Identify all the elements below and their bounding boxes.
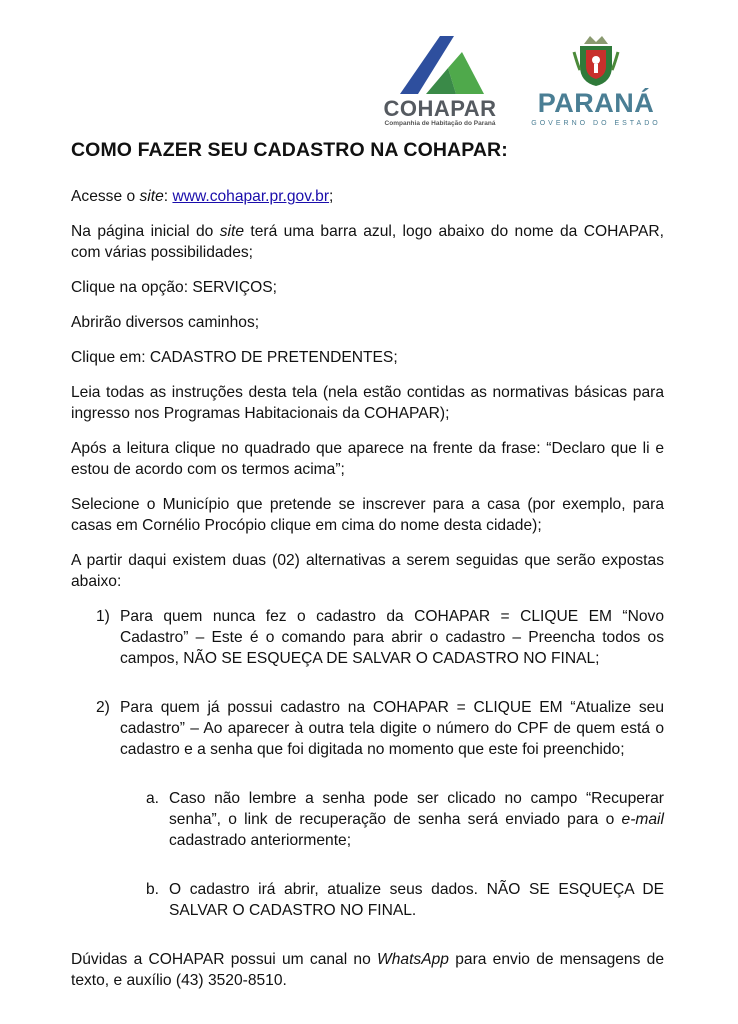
cohapar-logo-subtitle: Companhia de Habitação do Paraná (384, 120, 496, 127)
spacer (71, 935, 664, 949)
sub-list-item (71, 788, 664, 851)
footer-text: Dúvidas a COHAPAR possui um canal no (71, 951, 378, 968)
parana-logo-text: PARANÁ (537, 88, 655, 118)
list-item (71, 606, 664, 669)
step-text: : (163, 188, 173, 205)
step-text: terá uma barra azul, logo abaixo do nome da COHAPAR, com várias possibilidades; (71, 223, 664, 261)
step-municipality: Selecione o Município que pretende se inscrever para a casa (por exemplo, para casas em Cornélio Procópio clique em cima do nome desta cidade); (71, 496, 664, 534)
spacer (71, 865, 664, 879)
spacer (71, 774, 664, 788)
step-blue-bar (71, 221, 664, 263)
step-text: ; (329, 188, 334, 205)
step-checkbox: Após a leitura clique no quadrado que aparece na frente da frase: “Declaro que li e estou de acordo com os termos acima”; (71, 440, 664, 478)
footer-text-italic: WhatsApp (377, 951, 449, 968)
step-alternatives-intro: A partir daqui existem duas (02) alternativas a serem seguidas que serão expostas abaixo: (71, 552, 664, 590)
spacer (71, 683, 664, 697)
step-instructions: Leia todas as instruções desta tela (nela estão contidas as normativas básicas para ingresso nos Programas Habitacionais da COHAPAR); (71, 384, 664, 422)
list-item-text: Para quem nunca fez o cadastro da COHAPAR = CLIQUE EM “Novo Cadastro” – Este é o comando para abrir o cadastro – Preencha todos os campos, NÃO SE ESQUEÇA DE SALVAR O CADASTRO NO FINAL; (120, 608, 664, 667)
document-body (71, 138, 664, 1005)
list-number: 1) (96, 608, 110, 625)
list-item-text: Para quem já possui cadastro na COHAPAR = CLIQUE EM “Atualize seu cadastro” – Ao aparecer à outra tela digite o número do CPF de quem está o cadastro e a senha que foi digitada no momento que este foi preenchido; (120, 699, 664, 758)
cohapar-logo-text: COHAPAR (383, 96, 497, 121)
step-text-italic: site (139, 188, 164, 205)
header-logos (0, 30, 738, 130)
list-number: 2) (96, 699, 110, 716)
cohapar-mark-icon (396, 34, 486, 96)
step-access-site (71, 186, 664, 207)
list-item (71, 697, 664, 760)
parana-logo-subtitle: GOVERNO DO ESTADO (531, 120, 661, 127)
sub-item-text-italic: e-mail (621, 811, 664, 828)
cohapar-site-link[interactable]: www.cohapar.pr.gov.br (172, 188, 330, 205)
sub-list-item (71, 879, 664, 921)
step-text: Acesse o (71, 188, 140, 205)
parana-logo (526, 36, 666, 130)
sub-item-text: O cadastro irá abrir, atualize seus dados. NÃO SE ESQUEÇA DE SALVAR O CADASTRO NO FINAL. (169, 881, 664, 919)
sub-list-letter: a. (146, 790, 160, 807)
step-paths: Abrirão diversos caminhos; (71, 314, 260, 331)
cohapar-logo (378, 34, 502, 130)
sub-item-text: Caso não lembre a senha pode ser clicado no campo “Recuperar senha”, o link de recuperação de senha será enviado para o (169, 790, 664, 828)
footer-text: para envio de mensagens de texto, e auxílio (43) 3520-8510. (71, 951, 664, 989)
step-services: Clique na opção: SERVIÇOS; (71, 279, 278, 296)
page-title: COMO FAZER SEU CADASTRO NA COHAPAR: (71, 139, 508, 161)
step-cadastro: Clique em: CADASTRO DE PRETENDENTES; (71, 349, 398, 366)
step-text-italic: site (219, 223, 244, 240)
step-text: Na página inicial do (71, 223, 220, 240)
footer-contact (71, 949, 664, 991)
parana-crest-icon (572, 36, 620, 88)
sub-item-text: cadastrado anteriormente; (169, 832, 352, 849)
sub-list-letter: b. (146, 881, 160, 898)
